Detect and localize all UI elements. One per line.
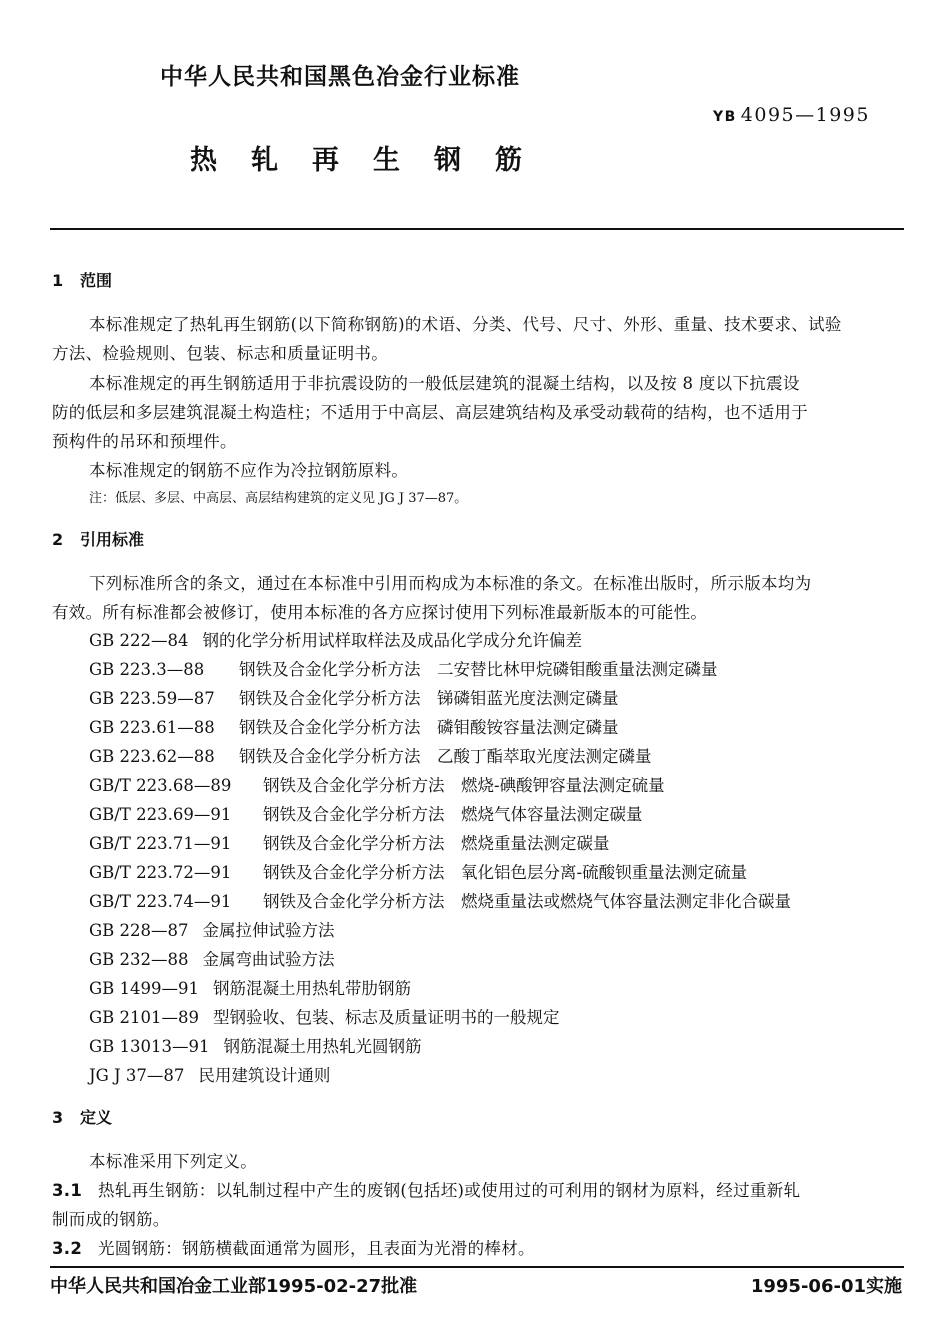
ref-item: JG J 37—87 民用建筑设计通则 xyxy=(89,1066,331,1085)
effective-date: 1995-06-01实施 xyxy=(750,1276,902,1297)
s1-paragraph-2-line-2: 防的低层和多层建筑混凝土构造柱；不适用于中高层、高层建筑结构及承受动载荷的结构，也不适用于 xyxy=(52,403,808,422)
header-divider xyxy=(50,228,904,230)
definition-3-2: 3.2 光圆钢筋：钢筋横截面通常为圆形，且表面为光滑的棒材。 xyxy=(52,1239,535,1258)
section-3-heading: 3 定义 xyxy=(52,1108,113,1127)
approval-line: 中华人民共和国冶金工业部1995-02-27批准 xyxy=(50,1276,418,1297)
footer-divider xyxy=(50,1266,904,1268)
document-title: 热轧再生钢筋 xyxy=(190,145,556,176)
s2-paragraph-line-1: 下列标准所含的条文，通过在本标准中引用而构成为本标准的条文。在标准出版时，所示版本均为 xyxy=(89,574,812,593)
ref-item: GB 222—84 钢的化学分析用试样取样法及成品化学成分允许偏差 xyxy=(89,631,583,650)
s3-intro: 本标准采用下列定义。 xyxy=(89,1152,257,1171)
s1-paragraph-1-line-2: 方法、检验规则、包装、标志和质量证明书。 xyxy=(52,344,388,363)
ref-item: GB/T 223.71—91 钢铁及合金化学分析方法 燃烧重量法测定碳量 xyxy=(89,834,610,853)
organization-title: 中华人民共和国黑色冶金行业标准 xyxy=(160,64,520,90)
ref-item: GB 1499—91 钢筋混凝土用热轧带肋钢筋 xyxy=(89,979,412,998)
ref-item: GB 223.62—88 钢铁及合金化学分析方法 乙酸丁酯萃取光度法测定磷量 xyxy=(89,747,652,766)
ref-item: GB 223.61—88 钢铁及合金化学分析方法 磷钼酸铵容量法测定磷量 xyxy=(89,718,619,737)
definition-3-1-line-2: 制而成的钢筋。 xyxy=(52,1210,170,1229)
section-1-heading: 1 范围 xyxy=(52,271,113,290)
ref-item: GB/T 223.68—89 钢铁及合金化学分析方法 燃烧-碘酸钾容量法测定硫量 xyxy=(89,776,665,795)
ref-item: GB/T 223.74—91 钢铁及合金化学分析方法 燃烧重量法或燃烧气体容量法测定非化合碳量 xyxy=(89,892,791,911)
s1-paragraph-3: 本标准规定的钢筋不应作为冷拉钢筋原料。 xyxy=(89,461,409,480)
definition-3-1-line-1: 3.1 热轧再生钢筋：以轧制过程中产生的废钢(包括坯)或使用过的可利用的钢材为原料，经过重新轧 xyxy=(52,1181,801,1200)
ref-item: GB 223.3—88 钢铁及合金化学分析方法 二安替比林甲烷磷钼酸重量法测定磷量 xyxy=(89,660,718,679)
ref-item: GB/T 223.72—91 钢铁及合金化学分析方法 氧化铝色层分离-硫酸钡重量法测定硫量 xyxy=(89,863,748,882)
standard-code-number: 4095—1995 xyxy=(740,104,870,126)
s1-note: 注：低层、多层、中高层、高层结构建筑的定义见 JG J 37—87。 xyxy=(89,491,468,506)
s1-paragraph-2-line-3: 预构件的吊环和预埋件。 xyxy=(52,432,237,451)
s1-paragraph-1-line-1: 本标准规定了热轧再生钢筋(以下简称钢筋)的术语、分类、代号、尺寸、外形、重量、技术要求、试验 xyxy=(89,315,842,334)
ref-item: GB 228—87 金属拉伸试验方法 xyxy=(89,921,335,940)
s2-paragraph-line-2: 有效。所有标准都会被修订，使用本标准的各方应探讨使用下列标准最新版本的可能性。 xyxy=(52,603,708,622)
ref-item: GB 2101—89 型钢验收、包装、标志及质量证明书的一般规定 xyxy=(89,1008,560,1027)
standard-code-prefix: YB xyxy=(712,109,737,125)
standard-code xyxy=(713,104,870,126)
ref-item: GB 223.59—87 钢铁及合金化学分析方法 锑磷钼蓝光度法测定磷量 xyxy=(89,689,619,708)
ref-item: GB/T 223.69—91 钢铁及合金化学分析方法 燃烧气体容量法测定碳量 xyxy=(89,805,643,824)
ref-item: GB 13013—91 钢筋混凝土用热轧光圆钢筋 xyxy=(89,1037,422,1056)
section-2-heading: 2 引用标准 xyxy=(52,530,145,549)
ref-item: GB 232—88 金属弯曲试验方法 xyxy=(89,950,335,969)
s1-paragraph-2-line-1: 本标准规定的再生钢筋适用于非抗震设防的一般低层建筑的混凝土结构，以及按 8 度以下抗震设 xyxy=(89,374,800,393)
